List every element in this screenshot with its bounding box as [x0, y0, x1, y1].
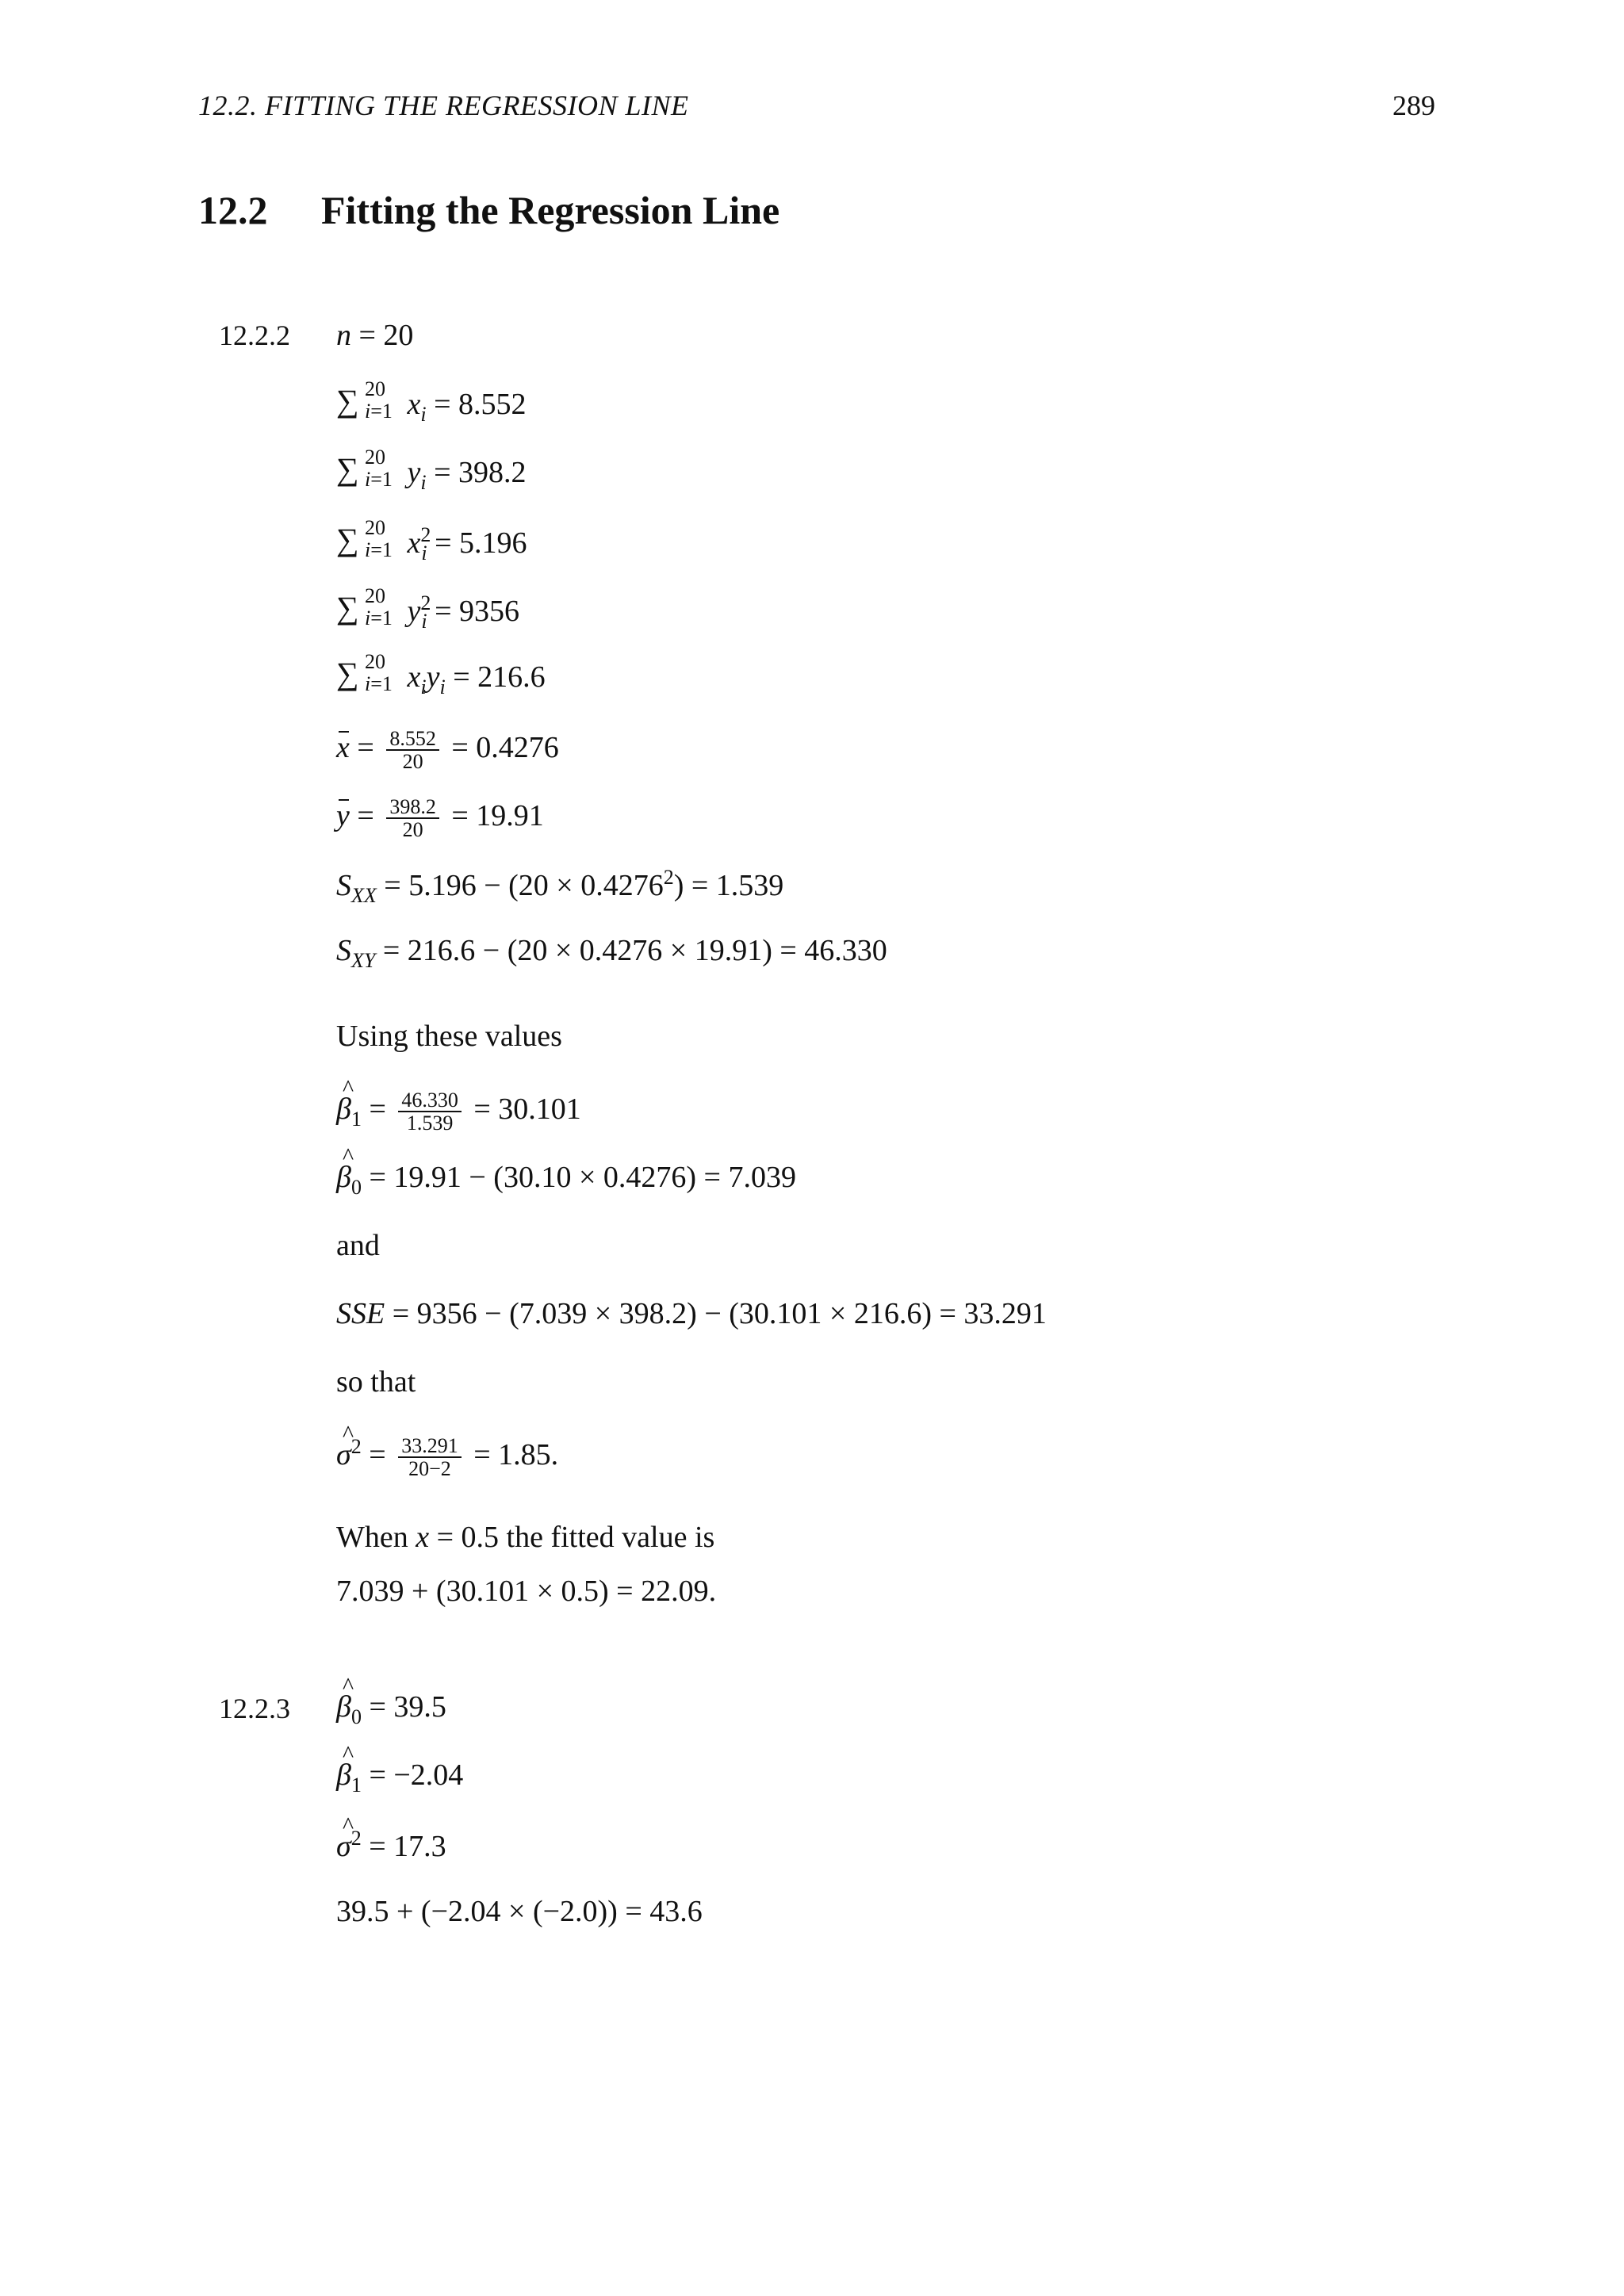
eq-xbar-value: = 0.4276 [451, 731, 559, 765]
summation-symbol: ∑ 20 i=1 [336, 516, 393, 561]
eq-beta0: ^ $\beta_0 = 19.91 - (30.10 \times 0.4276) = 7.039$ [336, 1162, 796, 1198]
eq-beta1-value: = 30.101 [473, 1093, 581, 1127]
section-number: 12.2 [198, 188, 268, 232]
eq-sum-xy: ∑ 20 i=1 $x_iy_i = 216.6$ [336, 650, 546, 698]
eq-fitted-value: 7.039 + (30.101 × 0.5) = 22.09. [336, 1575, 717, 1608]
eq-sxx-body: = 5.196 − (20 × 0.4276 [384, 869, 664, 902]
eq-sum-y: ∑ 20 i=1 $y_i = 398.2$ [336, 446, 527, 494]
eq-sum-xy-value: = 216.6 [453, 660, 546, 694]
eq-sigma2-value: = 1.85. [473, 1438, 559, 1472]
eq-sse: SSE = 9356 − (7.039 × 398.2) − (30.101 × 216.6) = 33.291 [336, 1297, 1047, 1330]
eq-sxx-tail: ) = 1.539 [673, 869, 784, 902]
eq-beta1-2-value: = −2.04 [369, 1758, 464, 1792]
fraction: $\frac{46.330}{1.539}$ [398, 1089, 462, 1135]
text-so-that: so that [336, 1365, 416, 1399]
exercise-number-12-2-3: 12.2.3 [219, 1693, 290, 1724]
eq-sum-y2-value: = 9356 [435, 595, 520, 628]
eq-beta1: ^ $\beta_1$ = $\frac{46.330}{1.539}$ = 30.101 [336, 1089, 581, 1135]
eq-prediction: 39.5 + (−2.04 × (−2.0)) = 43.6 [336, 1895, 703, 1928]
eq-sum-x-value: = 8.552 [434, 388, 527, 421]
summation-symbol: ∑ 20 i=1 [336, 650, 393, 695]
eq-sum-y-value: = 398.2 [434, 456, 527, 489]
fraction: $\frac{33.291}{20-2}$ [398, 1435, 462, 1480]
summation-symbol: ∑ 20 i=1 [336, 584, 393, 629]
eq-beta1-2: ^ $\beta_1 = -2.04$ [336, 1760, 463, 1796]
eq-ybar-value: = 19.91 [451, 799, 544, 833]
section-title-text: Fitting the Regression Line [321, 188, 780, 232]
eq-sigma2: ^ $\sigma^2$ = $\frac{33.291}{20-2}$ = 1.85. [336, 1435, 558, 1480]
eq-ybar: y = $\frac{398.2}{20}$ = 19.91 [336, 795, 544, 842]
eq-sum-x2: ∑ 20 i=1 $x^2_i = 5.196$ [336, 516, 527, 564]
eq-sxy: $S_{XY} = 216.6 - (20 \times 0.4276 \times 19.91) = 46.330$ [336, 934, 887, 972]
eq-sxy-body: = 216.6 − (20 × 0.4276 × 19.91) = 46.330 [382, 934, 887, 967]
section-heading [198, 187, 779, 233]
eq-sum-y2: ∑ 20 i=1 $y^2_i = 9356$ [336, 584, 520, 633]
page-number: 289 [1392, 90, 1435, 121]
fraction: $\frac{398.2}{20}$ [386, 796, 439, 841]
eq-xbar: x = $\frac{8.552}{20}$ = 0.4276 [336, 727, 559, 774]
text-and: and [336, 1229, 380, 1262]
var-n: n [336, 319, 351, 352]
eq-sigma2-2: ^ $\sigma^2 = 17.3$ [336, 1828, 446, 1862]
eq-sum-x2-value: = 5.196 [435, 526, 527, 560]
eq-sigma2-2-value: = 17.3 [369, 1830, 446, 1863]
eq-sum-x: ∑ 20 i=1 $x_i = 8.552$ [336, 377, 527, 426]
running-head: 12.2. FITTING THE REGRESSION LINE [198, 90, 689, 121]
exercise-number-12-2-2: 12.2.2 [219, 320, 290, 351]
eq-n-value: = 20 [358, 319, 414, 352]
eq-sxx: $S_{XX} = 5.196 - (20 \times 0.4276^2) = 1.539$ [336, 866, 784, 907]
eq-beta0-body: = 19.91 − (30.10 × 0.4276) = 7.039 [369, 1161, 796, 1194]
text-using-values: Using these values [336, 1020, 562, 1053]
eq-beta0-2: ^ $\beta_0 = 39.5$ [336, 1692, 446, 1728]
eq-beta0-2-value: = 39.5 [369, 1690, 446, 1724]
eq-sse-body: = 9356 − (7.039 × 398.2) − (30.101 × 216.6) = 33.291 [392, 1297, 1047, 1330]
fraction: $\frac{8.552}{20}$ [386, 728, 439, 773]
eq-n [336, 320, 413, 350]
text-when-x: When x = 0.5 the fitted value is [336, 1521, 715, 1554]
summation-symbol: ∑ 20 i=1 [336, 377, 393, 423]
summation-symbol: ∑ 20 i=1 [336, 446, 393, 491]
